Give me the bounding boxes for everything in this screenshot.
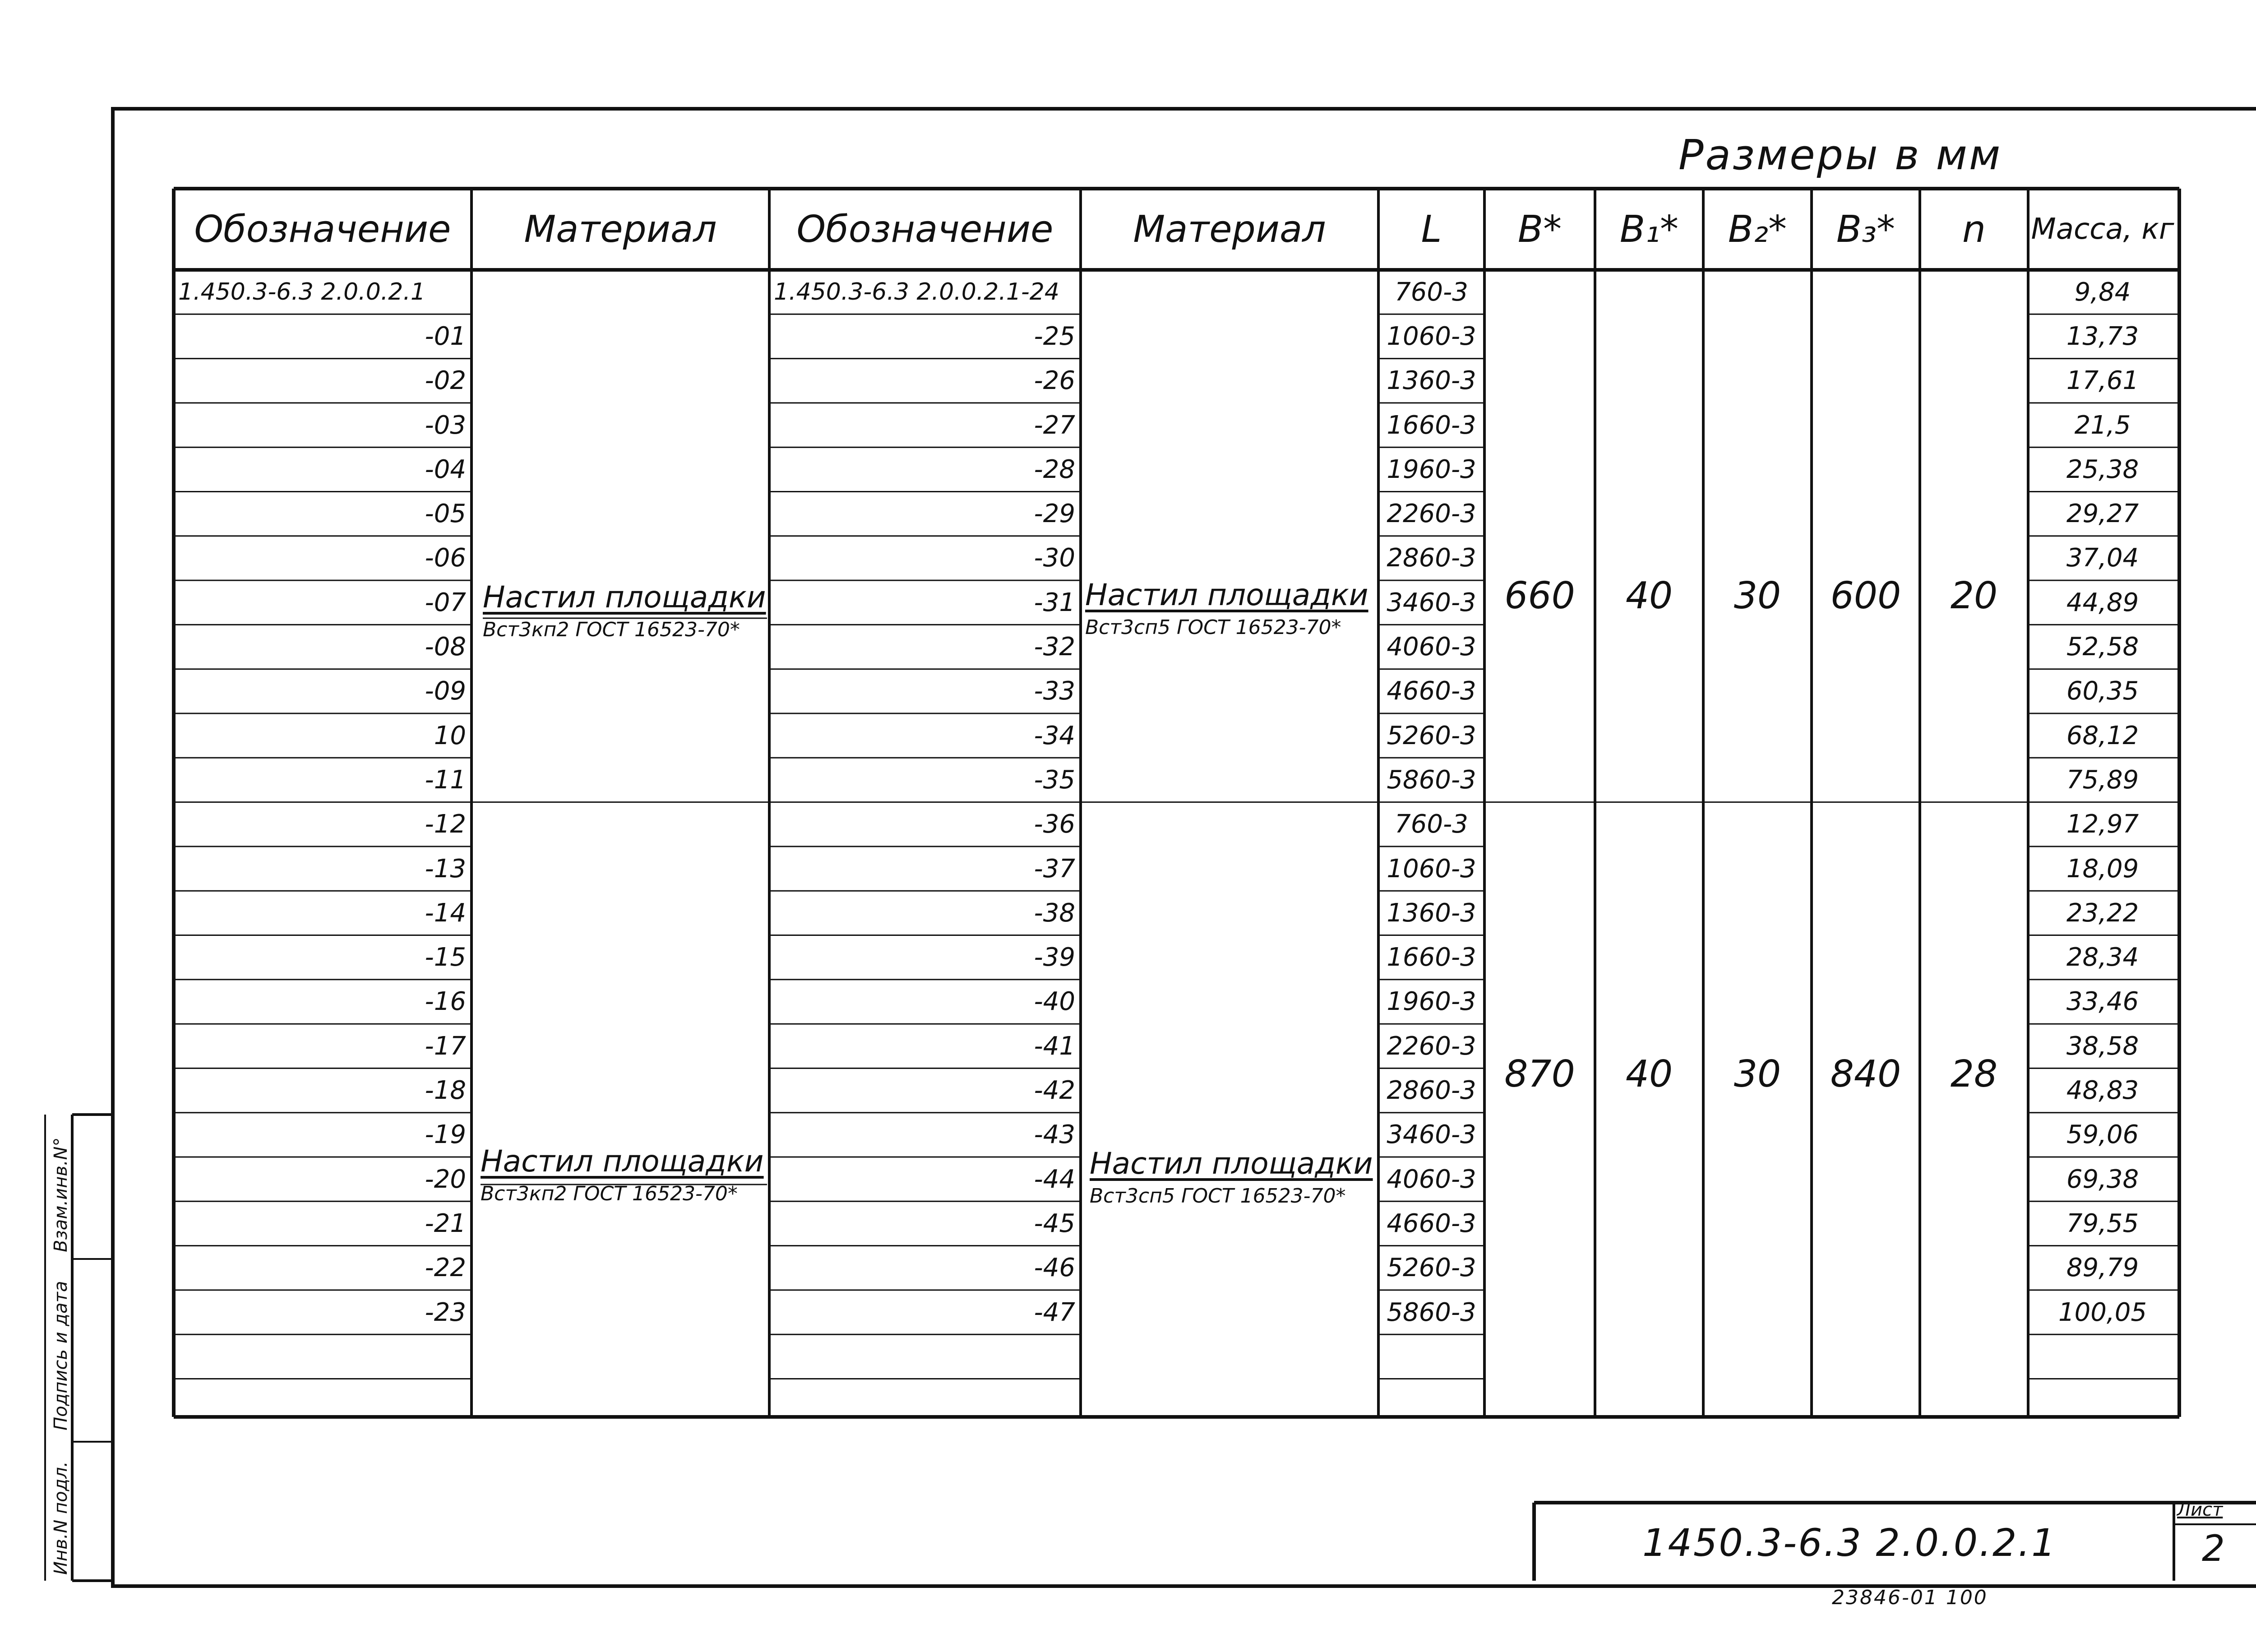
mass-13: 18,09 [2066,854,2139,884]
group-1-B1: 40 [1625,574,1673,617]
material-right-group-1 [1085,578,1368,639]
designation-left-2: -02 [425,366,466,396]
designation-right-16: -40 [1034,987,1075,1017]
header-designation-1: Обозначение [194,208,451,251]
designation-left-10: 10 [434,721,466,750]
header-B: B* [1517,208,1562,251]
length-17: 2260-3 [1387,1031,1476,1061]
group-2-B2: 30 [1734,1052,1781,1096]
designation-right-1: -25 [1034,321,1075,351]
length-11: 5860-3 [1387,765,1476,795]
material-title: Настил площадки [483,580,766,615]
group-1-B: 660 [1504,574,1575,617]
mass-7: 44,89 [2066,588,2139,617]
length-1: 1060-3 [1387,321,1476,351]
header-designation-2: Обозначение [796,208,1054,251]
mass-14: 23,22 [2066,898,2139,928]
group-1-n: 20 [1950,574,1998,617]
designation-right-12: -36 [1034,810,1075,839]
side-label-replacement: Взам.инв.N° [51,1137,71,1252]
length-19: 3460-3 [1387,1120,1476,1150]
mass-23: 100,05 [2058,1297,2147,1327]
designation-right-21: -45 [1034,1208,1075,1238]
mass-6: 37,04 [2066,543,2139,573]
designation-right-18: -42 [1034,1076,1075,1106]
designation-left-14: -14 [425,898,466,928]
length-7: 3460-3 [1387,588,1476,617]
length-0: 760-3 [1395,277,1468,307]
mass-10: 68,12 [2066,721,2139,750]
designation-left-9: -09 [425,676,466,706]
length-15: 1660-3 [1387,943,1476,972]
designation-right-13: -37 [1034,854,1075,884]
archive-stamp: 23846-01 100 [1832,1586,1988,1609]
designation-right-7: -31 [1034,588,1075,617]
mass-8: 52,58 [2066,632,2139,662]
material-title: Настил площадки [481,1144,764,1179]
mass-17: 38,58 [2066,1031,2139,1061]
designation-left-0: 1.450.3-6.3 2.0.0.2.1 [178,278,426,306]
designation-right-2: -26 [1034,366,1075,396]
group-2-B3: 840 [1830,1052,1901,1096]
designation-right-14: -38 [1034,898,1075,928]
material-left-group-2 [481,1144,764,1205]
material-title: Настил площадки [1085,578,1368,612]
mass-22: 89,79 [2066,1253,2139,1283]
designation-left-23: -23 [425,1297,466,1327]
designation-left-5: -05 [425,499,466,529]
header-mass: Масса, кг [2031,213,2174,246]
designation-right-5: -29 [1034,499,1075,529]
designation-left-20: -20 [425,1164,466,1194]
designation-right-6: -30 [1034,543,1075,573]
length-13: 1060-3 [1387,854,1476,884]
side-label-signature: Подпись и дата [51,1281,71,1430]
dimensions-caption: Размеры в мм [1678,131,2002,179]
mass-21: 79,55 [2066,1208,2139,1238]
designation-left-13: -13 [425,854,466,884]
mass-12: 12,97 [2066,810,2139,839]
length-10: 5260-3 [1387,721,1476,750]
designation-left-6: -06 [425,543,466,573]
designation-right-17: -41 [1034,1031,1075,1061]
designation-left-4: -04 [425,454,466,484]
mass-19: 59,06 [2066,1120,2139,1150]
designation-right-15: -39 [1034,943,1075,972]
designation-left-15: -15 [425,943,466,972]
length-8: 4060-3 [1387,632,1476,662]
length-12: 760-3 [1395,810,1468,839]
group-1-B3: 600 [1830,574,1901,617]
sheet-number: 2 [2202,1527,2225,1569]
designation-left-22: -22 [425,1253,466,1283]
group-2-B: 870 [1504,1052,1575,1096]
group-2-n: 28 [1950,1052,1998,1096]
length-14: 1360-3 [1387,898,1476,928]
header-material-2: Материал [1133,208,1326,251]
mass-4: 25,38 [2066,454,2139,484]
material-title: Настил площадки [1090,1146,1373,1181]
designation-left-21: -21 [425,1208,466,1238]
designation-right-0: 1.450.3-6.3 2.0.0.2.1-24 [774,278,1059,306]
material-spec: Вст3сп5 ГОСТ 16523-70* [1085,616,1341,639]
header-B3: B₃* [1836,208,1895,251]
header-material-1: Материал [524,208,717,251]
sheet-label: Лист [2177,1499,2223,1520]
designation-left-12: -12 [425,810,466,839]
header-L: L [1421,208,1442,251]
length-6: 2860-3 [1387,543,1476,573]
mass-18: 48,83 [2066,1076,2139,1106]
designation-left-7: -07 [425,588,466,617]
mass-1: 13,73 [2066,321,2139,351]
designation-right-10: -34 [1034,721,1075,750]
mass-11: 75,89 [2066,765,2139,795]
designation-right-20: -44 [1034,1164,1075,1194]
mass-0: 9,84 [2074,277,2131,307]
header-B2: B₂* [1728,208,1787,251]
designation-left-11: -11 [425,765,466,795]
material-spec: Вст3кп2 ГОСТ 16523-70* [483,618,740,641]
designation-left-16: -16 [425,987,466,1017]
designation-right-11: -35 [1034,765,1075,795]
side-label-inventory: Инв.N подл. [51,1461,71,1575]
length-23: 5860-3 [1387,1297,1476,1327]
mass-5: 29,27 [2066,499,2139,529]
designation-right-4: -28 [1034,454,1075,484]
length-16: 1960-3 [1387,987,1476,1017]
length-18: 2860-3 [1387,1076,1476,1106]
length-2: 1360-3 [1387,366,1476,396]
header-n: n [1962,208,1986,251]
mass-20: 69,38 [2066,1164,2139,1194]
mass-15: 28,34 [2066,943,2139,972]
material-spec: Вст3сп5 ГОСТ 16523-70* [1090,1185,1346,1208]
mass-16: 33,46 [2066,987,2139,1017]
mass-2: 17,61 [2066,366,2139,396]
designation-left-1: -01 [425,321,466,351]
length-21: 4660-3 [1387,1208,1476,1238]
length-22: 5260-3 [1387,1253,1476,1283]
document-code: 1450.3-6.3 2.0.0.2.1 [1642,1521,2057,1565]
length-9: 4660-3 [1387,676,1476,706]
designation-right-23: -47 [1034,1297,1075,1327]
designation-right-22: -46 [1034,1253,1075,1283]
group-2-B1: 40 [1625,1052,1673,1096]
length-4: 1960-3 [1387,454,1476,484]
material-spec: Вст3кп2 ГОСТ 16523-70* [481,1182,738,1205]
length-5: 2260-3 [1387,499,1476,529]
designation-right-3: -27 [1034,410,1075,440]
designation-right-9: -33 [1034,676,1075,706]
designation-left-19: -19 [425,1120,466,1150]
length-20: 4060-3 [1387,1164,1476,1194]
length-3: 1660-3 [1387,410,1476,440]
designation-left-8: -08 [425,632,466,662]
designation-right-8: -32 [1034,632,1075,662]
material-left-group-1 [483,580,766,641]
designation-left-3: -03 [425,410,466,440]
mass-9: 60,35 [2066,676,2139,706]
designation-left-17: -17 [425,1031,466,1061]
designation-right-19: -43 [1034,1120,1075,1150]
header-B1: B₁* [1619,208,1679,251]
material-right-group-2 [1090,1146,1373,1208]
group-1-B2: 30 [1734,574,1781,617]
designation-left-18: -18 [425,1076,466,1106]
mass-3: 21,5 [2074,410,2131,440]
